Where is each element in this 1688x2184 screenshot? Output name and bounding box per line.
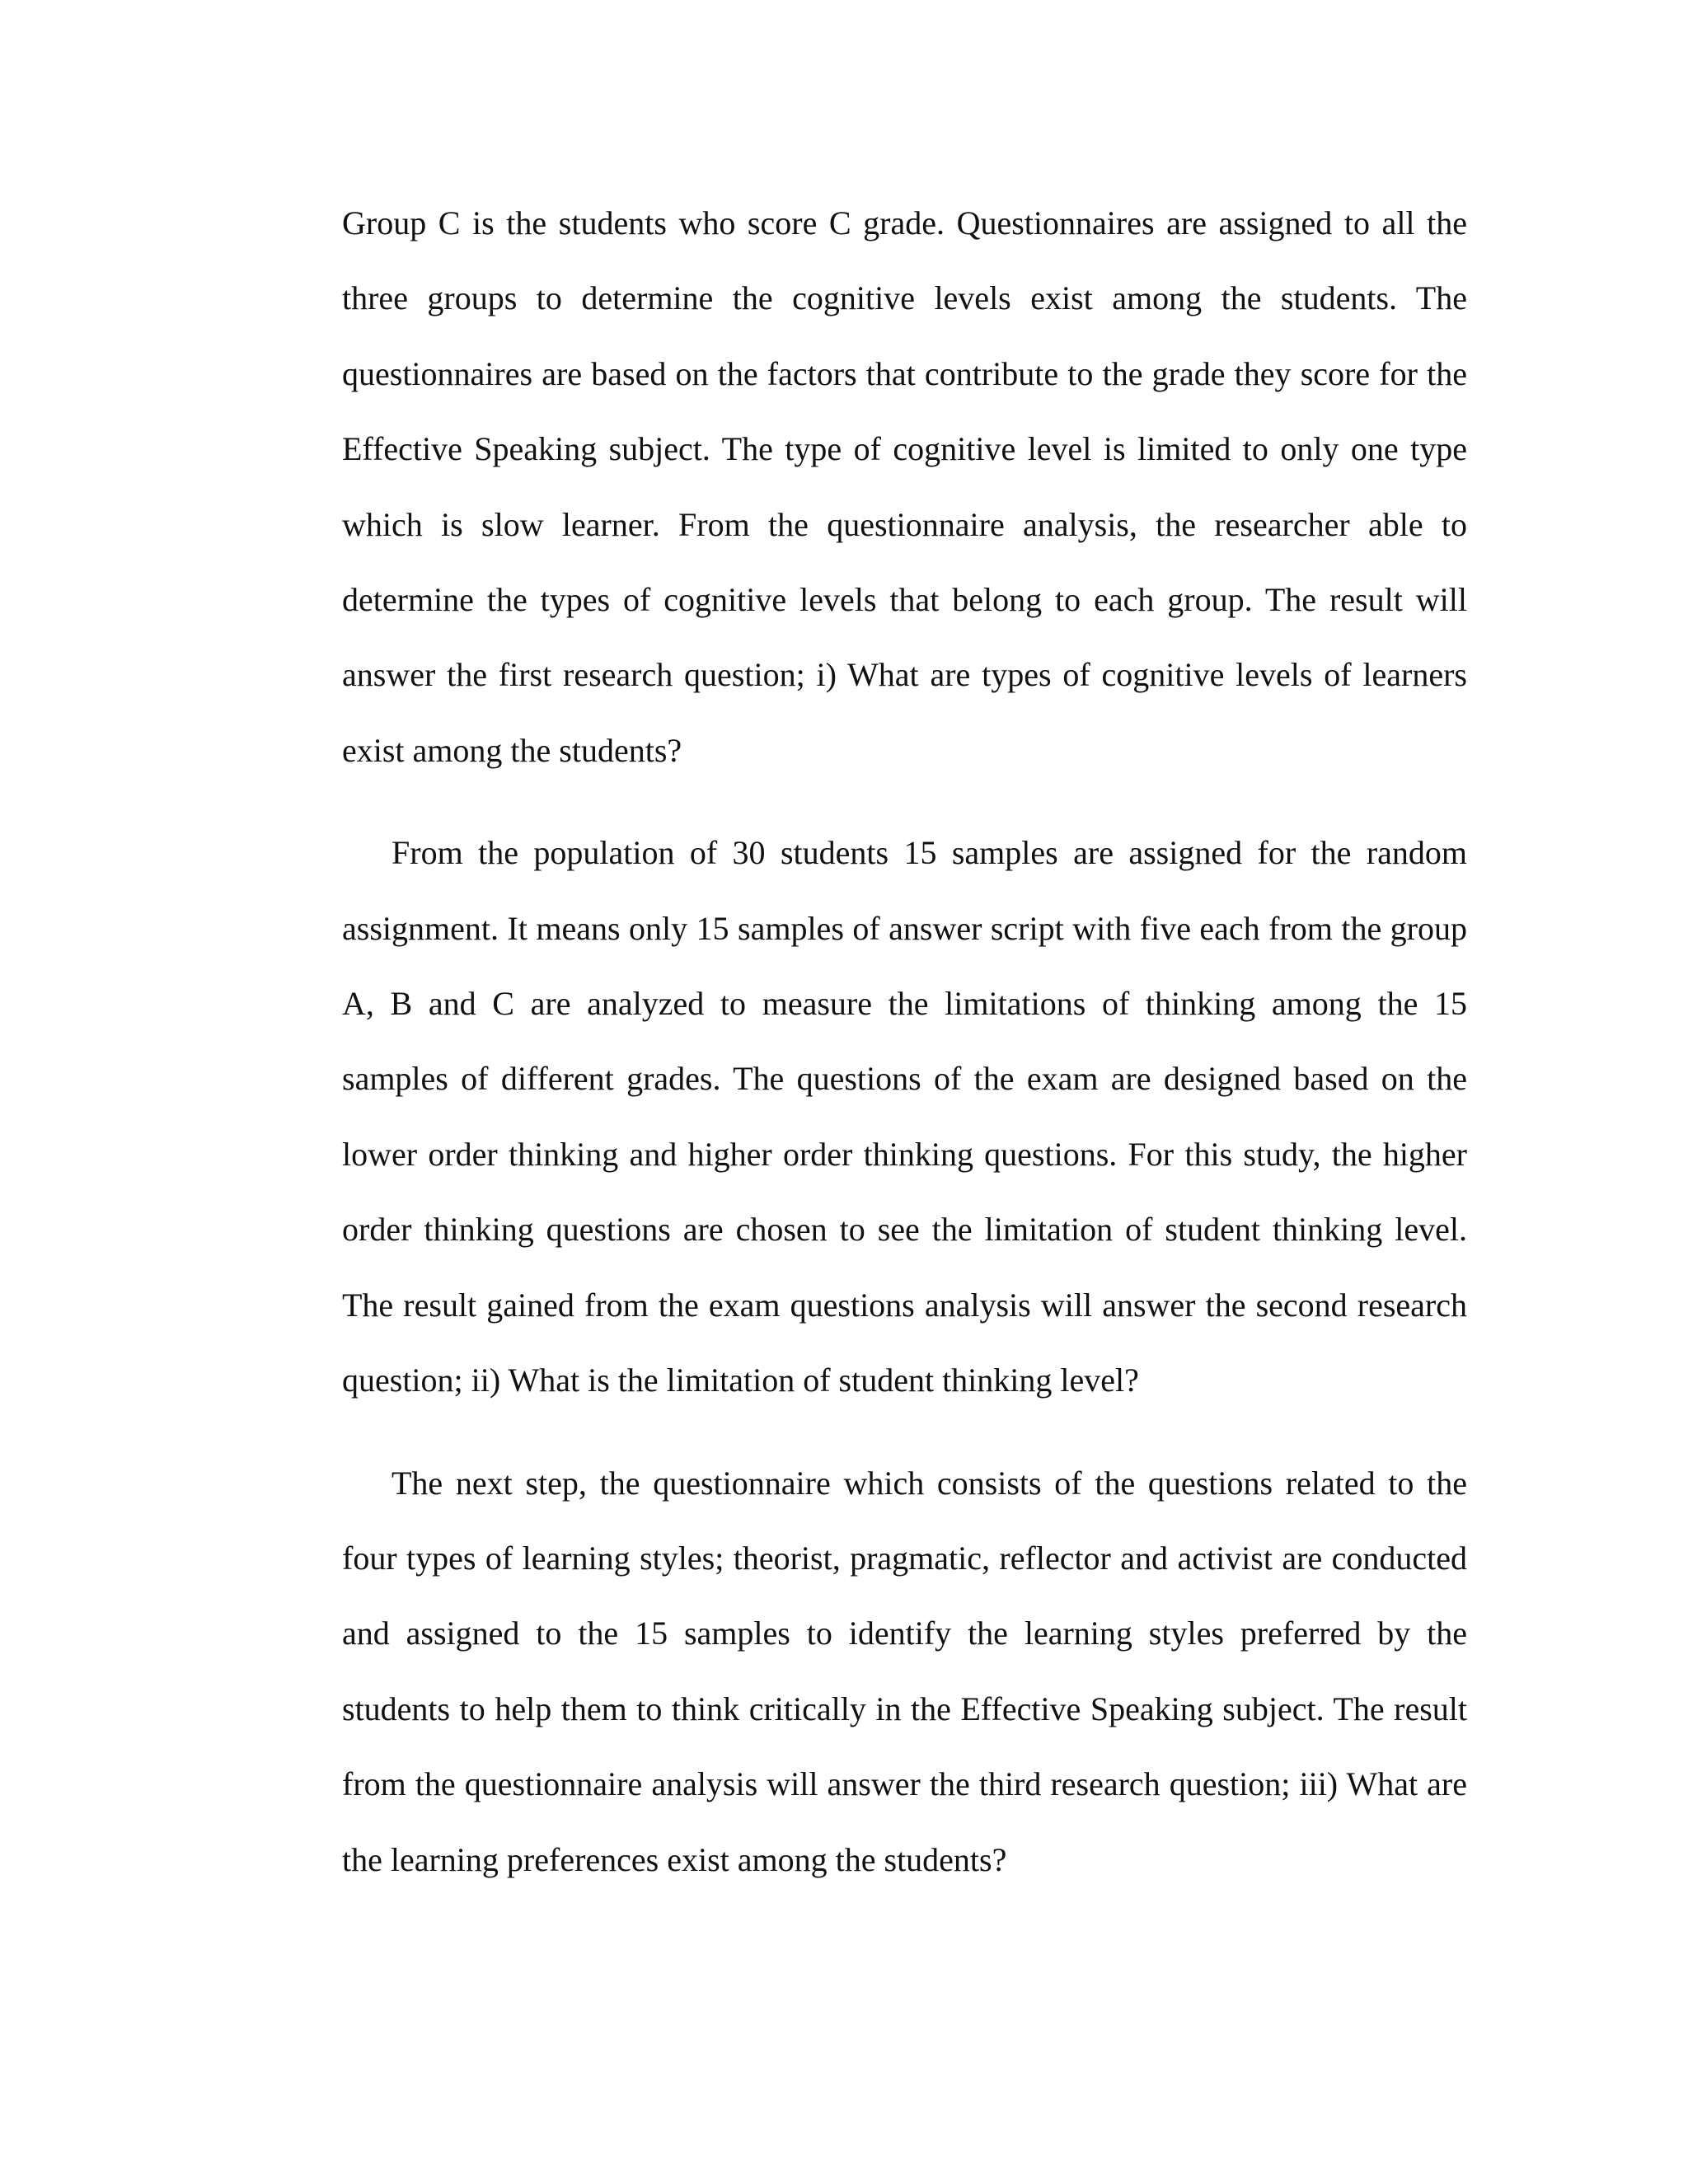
paragraph-learning-styles: The next step, the questionnaire which consists of the questions related to the four types of learning styles; theorist, pragmatic, reflector and activist are conducted and assigned to the 15 samples to identify the learning styles preferred by the students to help them to think critically in the Effective Speaking subject. The result from the questionnaire analysis will answer the third research question; iii) What are the learning preferences exist among the students? xyxy=(342,1464,1467,1878)
body-text xyxy=(342,185,1467,1924)
paragraph-sampling: From the population of 30 students 15 samples are assigned for the random assignment. It means only 15 samples of answer script with five each from the group A, B and C are analyzed to measure the limitations of thinking among the 15 samples of different grades. The questions of the exam are designed based on the lower order thinking and higher order thinking questions. For this study, the higher order thinking questions are chosen to see the limitation of student thinking level. The result gained from the exam questions analysis will answer the second research question; ii) What is the limitation of student thinking level? xyxy=(342,834,1467,1399)
paragraph-group-c: Group C is the students who score C grade. Questionnaires are assigned to all the three groups to determine the cognitive levels exist among the students. The questionnaires are based on the factors that contribute to the grade they score for the Effective Speaking subject. The type of cognitive level is limited to only one type which is slow learner. From the questionnaire analysis, the researcher able to determine the types of cognitive levels that belong to each group. The result will answer the first research question; i) What are types of cognitive levels of learners exist among the students? xyxy=(342,204,1467,769)
